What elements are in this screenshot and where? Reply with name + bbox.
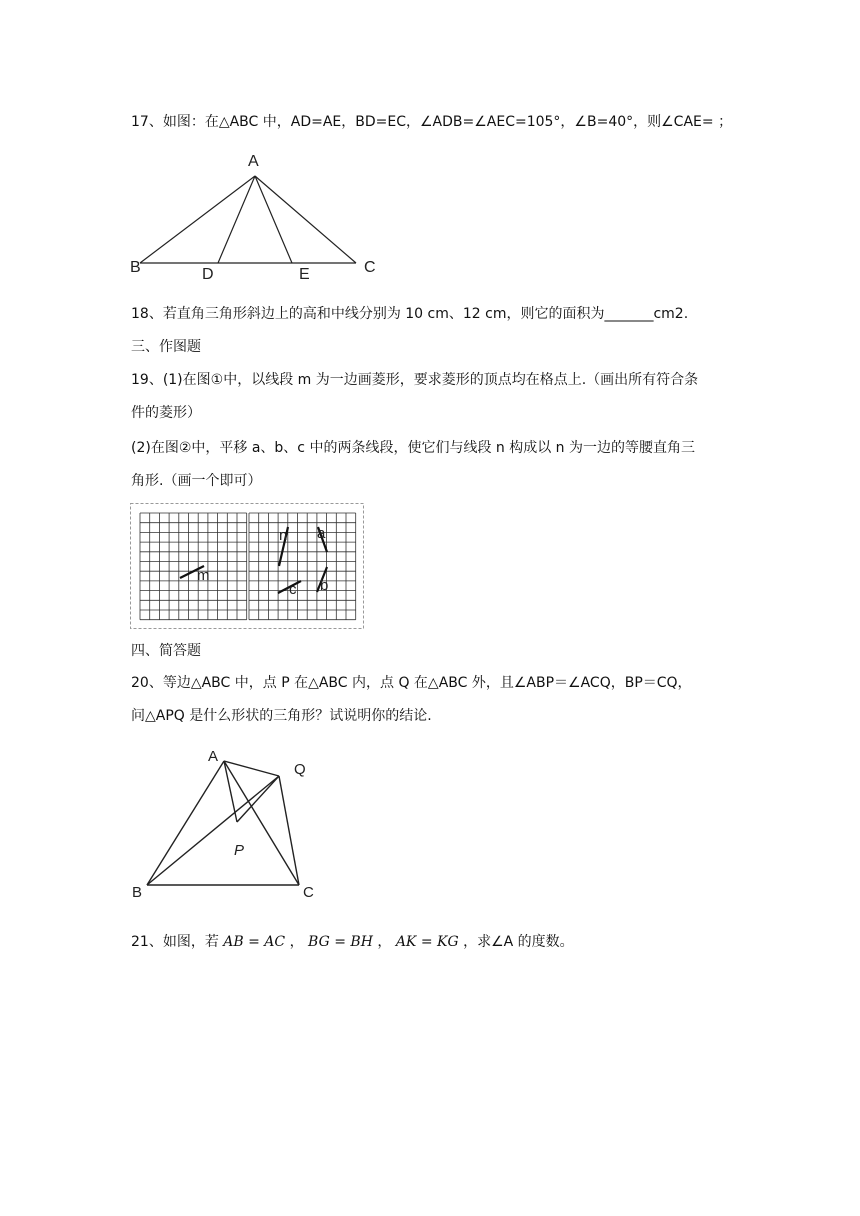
segment-ab: [147, 761, 224, 885]
segment-pq: [237, 776, 279, 822]
label-b-seg: b: [320, 577, 329, 594]
label-b: B: [132, 884, 143, 901]
label-a: A: [208, 748, 219, 765]
question-19-part2-line1: (2)在图②中，平移 a、b、c 中的两条线段，使它们与线段 n 构成以 n 为一边的等腰直角三: [131, 440, 695, 456]
grid-2: [249, 513, 356, 620]
label-q: Q: [294, 761, 306, 778]
label-n: n: [279, 527, 288, 544]
question-20-line1: 20、等边△ABC 中，点 P 在△ABC 内，点 Q 在△ABC 外，且∠ABP＝∠ACQ，BP＝CQ，: [131, 675, 692, 691]
segment-ad: [218, 176, 255, 263]
question-18-text: 18、若直角三角形斜边上的高和中线分别为 10 cm、12 cm，则它的面积为_______cm2.: [131, 306, 689, 322]
segment-ab: [140, 176, 255, 263]
segment-ap: [224, 761, 237, 822]
figure-q20-triangle: [126, 744, 326, 904]
grid-1: [140, 513, 247, 620]
separator-2: ，: [377, 934, 392, 950]
label-c: C: [303, 884, 314, 901]
question-19-part1-line2: 件的菱形）: [131, 405, 201, 421]
section-4-title: 四、简答题: [131, 643, 201, 659]
segment-ae: [255, 176, 292, 263]
label-e: E: [299, 266, 310, 282]
question-21-prefix: 21、如图，若: [131, 934, 219, 950]
figure-q19-grids: [130, 503, 364, 629]
question-19-part2-line2: 角形.（画一个即可）: [131, 473, 262, 489]
label-b: B: [130, 259, 141, 276]
label-a-seg: a: [317, 525, 326, 542]
question-19-part1-line1: 19、(1)在图①中，以线段 m 为一边画菱形，要求菱形的顶点均在格点上.（画出所有符合条: [131, 372, 699, 388]
separator-1: ，: [289, 934, 304, 950]
section-3-title: 三、作图题: [131, 339, 201, 355]
label-m: m: [197, 567, 210, 584]
label-p: P: [234, 842, 245, 859]
label-a: A: [248, 153, 259, 170]
question-20-line2: 问△APQ 是什么形状的三角形？试说明你的结论.: [131, 708, 432, 724]
segment-ac: [255, 176, 356, 263]
label-d: D: [202, 266, 214, 282]
question-17-text: 17、如图：在△ABC 中，AD=AE，BD=EC，∠ADB=∠AEC=105°，∠B=40°，则∠CAE= ；: [131, 114, 733, 130]
equation-ab-ac: AB = AC: [223, 934, 286, 950]
equation-bg-bh: BG = BH: [308, 934, 373, 950]
question-21-suffix: ，求∠A 的度数。: [463, 934, 574, 950]
figure-q17-triangle: [126, 148, 386, 282]
equation-ak-kg: AK = KG: [395, 934, 459, 950]
label-c: C: [364, 259, 376, 276]
label-c-seg: c: [289, 581, 297, 598]
segment-bq: [147, 776, 279, 885]
question-21-text: [131, 932, 574, 952]
